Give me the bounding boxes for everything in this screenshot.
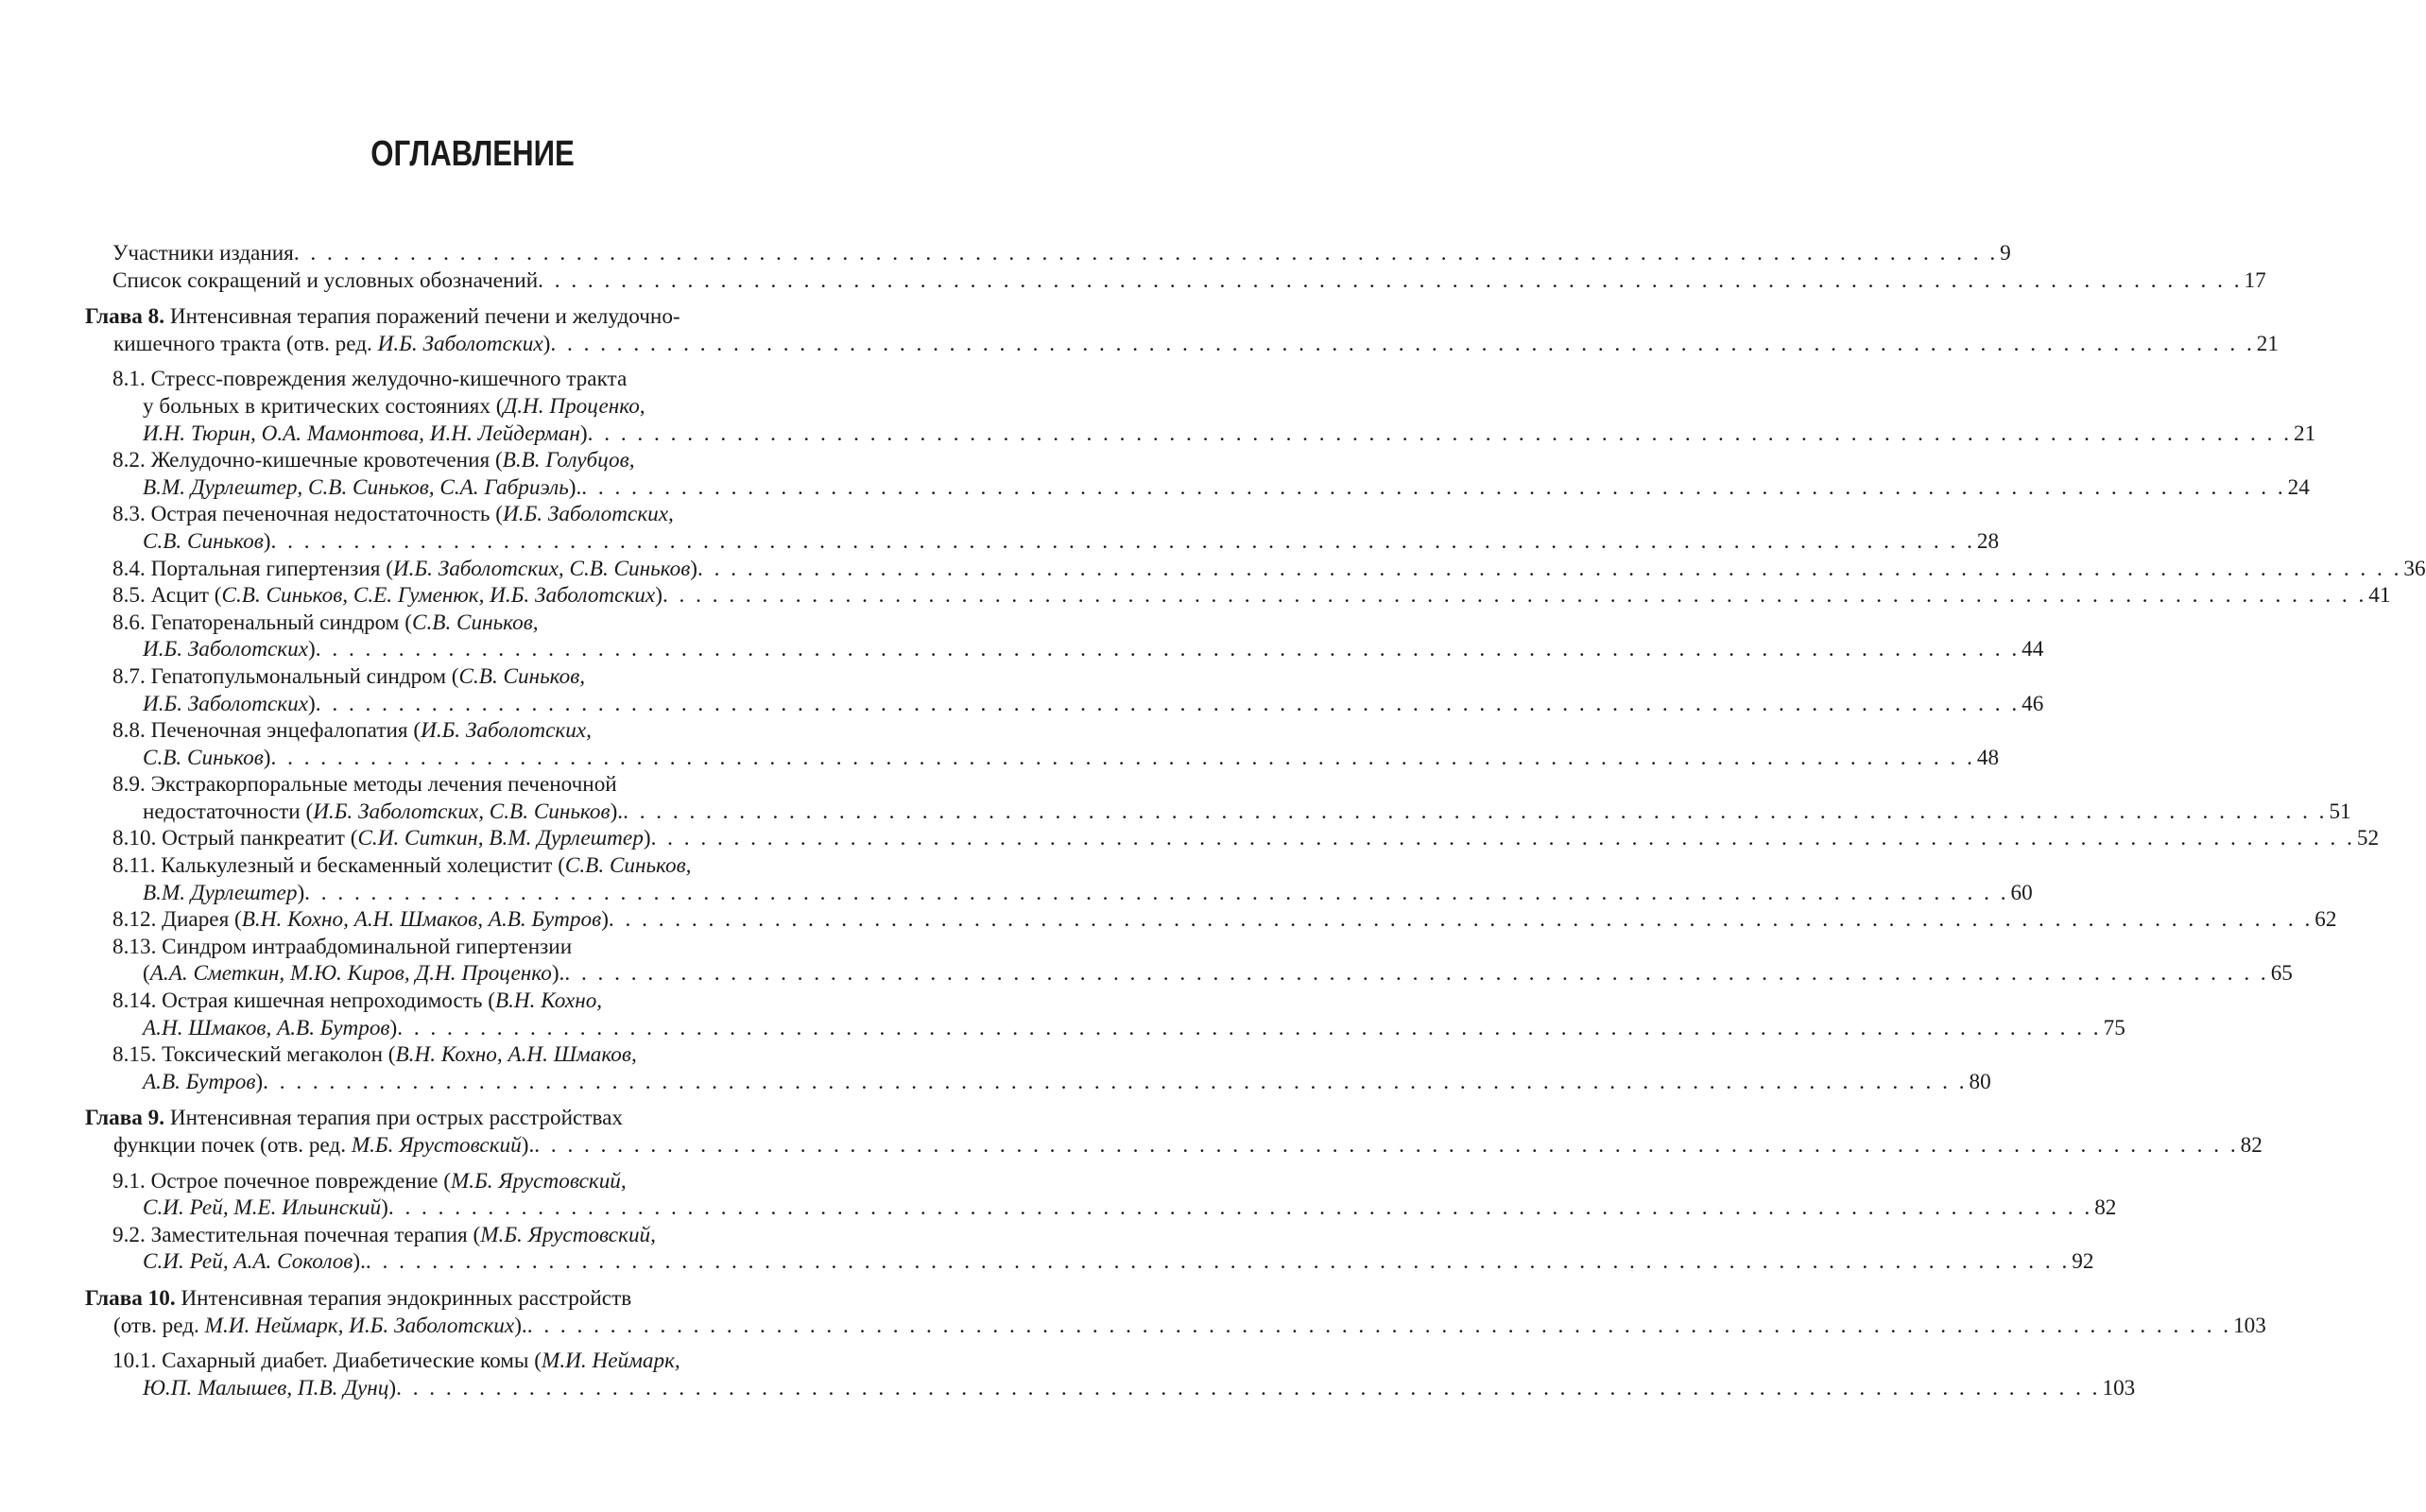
page-number: 52 bbox=[2356, 826, 2380, 851]
closing-paren: ). bbox=[514, 1313, 527, 1338]
chapter-title: Интенсивная терапия поражений печени и желудочно- bbox=[169, 304, 680, 330]
section-entry[interactable] bbox=[85, 1041, 1991, 1095]
section-title: 8.4. Портальная гипертензия ( bbox=[112, 556, 393, 581]
section-title-cont: недостаточности ( bbox=[143, 799, 314, 824]
leader-dots bbox=[397, 1016, 2101, 1040]
section-authors: И.Б. Заболотских bbox=[143, 691, 309, 716]
section-authors: И.Б. Заболотских, bbox=[503, 502, 674, 527]
section-entry[interactable] bbox=[85, 1222, 2094, 1276]
section-authors: С.В. Синьков, bbox=[564, 853, 692, 879]
closing-paren: ). bbox=[521, 1133, 535, 1158]
chapter-entry[interactable] bbox=[85, 1105, 2263, 1159]
chapter-editors: И.Б. Заболотских bbox=[377, 331, 543, 356]
chapter-title: Интенсивная терапия эндокринных расстройств bbox=[181, 1285, 632, 1311]
section-authors: С.В. Синьков, bbox=[458, 663, 586, 689]
section-authors: В.Н. Кохно, А.Н. Шмаков, bbox=[395, 1042, 637, 1068]
closing-paren: ) bbox=[263, 528, 271, 554]
section-title: 8.12. Диарея ( bbox=[112, 907, 242, 933]
leader-dots bbox=[294, 241, 1998, 266]
chapter-label: Глава 10. bbox=[85, 1285, 176, 1311]
page-number: 28 bbox=[1976, 528, 2000, 554]
section-authors: А.А. Сметкин, М.Ю. Киров, Д.Н. Проценко bbox=[149, 961, 552, 987]
closing-paren: ) bbox=[690, 556, 698, 581]
chapter-editors: М.Б. Ярустовский bbox=[351, 1133, 522, 1158]
toc-entry[interactable] bbox=[85, 240, 2011, 267]
leader-dots bbox=[534, 1133, 2238, 1158]
closing-paren: ) bbox=[542, 331, 551, 356]
closing-paren: ) bbox=[263, 745, 271, 770]
page-number: 48 bbox=[1976, 745, 2000, 770]
leader-dots bbox=[581, 475, 2285, 500]
page-title: ОГЛАВЛЕНИЕ bbox=[370, 134, 575, 174]
section-entry[interactable] bbox=[85, 1168, 2117, 1222]
page-number: 36 bbox=[2403, 556, 2426, 581]
section-authors: А.В. Бутров bbox=[143, 1069, 256, 1094]
section-title: 8.9. Экстракорпоральные методы лечения печеночной bbox=[112, 772, 617, 798]
section-entry[interactable] bbox=[85, 852, 2033, 906]
section-title: 8.13. Синдром интраабдоминальной гипертензии bbox=[112, 934, 573, 959]
section-entry[interactable] bbox=[85, 610, 2044, 663]
section-entry[interactable] bbox=[85, 582, 2391, 610]
section-entry[interactable] bbox=[85, 556, 2426, 583]
leader-dots bbox=[697, 557, 2401, 581]
section-authors: И.Б. Заболотских, С.В. Синьков bbox=[392, 556, 691, 581]
page-number: 24 bbox=[2287, 474, 2310, 500]
section-entry[interactable] bbox=[85, 447, 2310, 501]
section-entry[interactable] bbox=[85, 366, 2316, 447]
leader-dots bbox=[366, 1249, 2070, 1274]
closing-paren: ) bbox=[601, 907, 609, 933]
section-authors: И.Б. Заболотских bbox=[143, 637, 309, 662]
page-number: 103 bbox=[2102, 1375, 2136, 1400]
section-entry[interactable] bbox=[85, 501, 2000, 555]
closing-paren: ). bbox=[551, 961, 565, 987]
section-title: 8.7. Гепатопульмональный синдром ( bbox=[112, 663, 459, 689]
closing-paren: ) bbox=[643, 826, 651, 851]
section-authors: М.Б. Ярустовский, bbox=[450, 1168, 627, 1194]
page-number: 75 bbox=[2103, 1015, 2125, 1040]
section-authors: Д.Н. Проценко, bbox=[503, 393, 645, 419]
leader-dots bbox=[550, 332, 2254, 356]
section-title: 8.11. Калькулезный и бескаменный холецистит ( bbox=[112, 853, 565, 879]
section-authors: В.В. Голубцов, bbox=[502, 448, 635, 473]
chapter-editors: М.И. Неймарк, И.Б. Заболотских bbox=[204, 1313, 515, 1338]
section-title: 8.2. Желудочно-кишечные кровотечения ( bbox=[112, 448, 503, 473]
page-number: 17 bbox=[2244, 267, 2266, 293]
closing-paren: ). bbox=[610, 799, 624, 824]
section-authors: С.В. Синьков bbox=[143, 528, 264, 554]
section-title: 8.8. Печеночная энцефалопатия ( bbox=[112, 718, 422, 744]
section-title: 8.15. Токсический мегаколон ( bbox=[112, 1042, 396, 1068]
section-title: 8.6. Гепаторенальный синдром ( bbox=[112, 610, 413, 635]
section-authors: С.И. Рей, М.Е. Ильинский bbox=[143, 1195, 382, 1221]
section-title-cont: ( bbox=[143, 961, 150, 987]
page-number: 41 bbox=[2368, 583, 2391, 609]
leader-dots bbox=[651, 826, 2355, 850]
leader-dots bbox=[263, 1070, 1967, 1094]
section-authors: М.И. Неймарк, bbox=[542, 1349, 680, 1374]
leader-dots bbox=[304, 881, 2008, 905]
section-title-cont: у больных в критических состояниях ( bbox=[143, 393, 504, 419]
leader-dots bbox=[396, 1376, 2100, 1400]
section-title: 8.14. Острая кишечная непроходимость ( bbox=[112, 988, 495, 1014]
section-authors: С.И. Рей, А.А. Соколов bbox=[143, 1249, 353, 1275]
closing-paren: ) bbox=[308, 637, 316, 662]
section-entry[interactable] bbox=[85, 1348, 2136, 1401]
section-authors: И.Н. Тюрин, О.А. Мамонтова, И.Н. Лейдерман bbox=[143, 421, 580, 446]
page-number: 60 bbox=[2010, 880, 2033, 905]
section-title: 8.10. Острый панкреатит ( bbox=[112, 826, 358, 851]
section-entry[interactable] bbox=[85, 988, 2125, 1041]
section-entry[interactable] bbox=[85, 906, 2337, 934]
page-number: 21 bbox=[2256, 331, 2279, 356]
closing-paren: ) bbox=[255, 1069, 264, 1094]
chapter-entry[interactable] bbox=[85, 1285, 2266, 1339]
closing-paren: ) bbox=[579, 421, 588, 446]
leader-dots bbox=[271, 746, 1975, 770]
page-number: 92 bbox=[2072, 1249, 2094, 1275]
section-authors: С.В. Синьков, С.Е. Гуменюк, И.Б. Заболотских bbox=[221, 583, 656, 609]
entry-title: Список сокращений и условных обозначений bbox=[112, 267, 539, 293]
page-number: 21 bbox=[2293, 421, 2316, 446]
chapter-title-cont: функции почек (отв. ред. bbox=[113, 1133, 352, 1158]
chapter-title-cont: кишечного тракта (отв. ред. bbox=[113, 331, 378, 356]
page-number: 9 bbox=[2000, 241, 2011, 266]
section-title: 9.1. Острое почечное повреждение ( bbox=[112, 1168, 451, 1194]
section-entry[interactable] bbox=[85, 771, 2351, 825]
section-entry[interactable] bbox=[85, 663, 2044, 717]
leader-dots bbox=[538, 268, 2242, 293]
section-authors: С.В. Синьков bbox=[143, 745, 264, 770]
section-authors: И.Б. Заболотских, bbox=[421, 718, 592, 744]
page-number: 62 bbox=[2314, 907, 2337, 933]
section-title: 9.2. Заместительная почечная терапия ( bbox=[112, 1222, 481, 1247]
section-authors: Ю.П. Малышев, П.В. Дунц bbox=[143, 1375, 389, 1400]
page-number: 103 bbox=[2233, 1313, 2266, 1338]
closing-paren: ) bbox=[297, 880, 305, 905]
page-number: 82 bbox=[2240, 1133, 2263, 1158]
section-authors: И.Б. Заболотских, С.В. Синьков bbox=[313, 799, 611, 824]
chapter-label: Глава 8. bbox=[85, 304, 165, 330]
page-number: 82 bbox=[2094, 1195, 2117, 1221]
page-number: 80 bbox=[1969, 1069, 1991, 1094]
chapter-label: Глава 9. bbox=[85, 1106, 165, 1131]
leader-dots bbox=[316, 637, 2020, 662]
section-title: 8.3. Острая печеночная недостаточность ( bbox=[112, 502, 504, 527]
leader-dots bbox=[388, 1195, 2092, 1220]
leader-dots bbox=[527, 1314, 2231, 1338]
section-entry[interactable] bbox=[85, 825, 2380, 852]
section-title: 8.5. Асцит ( bbox=[112, 583, 222, 609]
closing-paren: ) bbox=[389, 1015, 398, 1040]
leader-dots bbox=[588, 421, 2292, 446]
page-number: 44 bbox=[2022, 637, 2044, 662]
toc-entry[interactable] bbox=[85, 267, 2266, 295]
closing-paren: ) bbox=[381, 1195, 388, 1221]
closing-paren: ) bbox=[308, 691, 316, 716]
closing-paren: ). bbox=[353, 1249, 366, 1275]
chapter-title-cont: (отв. ред. bbox=[113, 1313, 205, 1338]
page-number: 65 bbox=[2270, 961, 2293, 987]
section-authors: В.М. Дурлештер bbox=[143, 880, 298, 905]
section-authors: М.Б. Ярустовский, bbox=[480, 1222, 656, 1247]
section-authors: В.Н. Кохно, bbox=[494, 988, 603, 1014]
closing-paren: ). bbox=[568, 474, 582, 500]
closing-paren: ) bbox=[388, 1375, 397, 1400]
leader-dots bbox=[623, 799, 2327, 824]
section-authors: В.М. Дурлештер, С.В. Синьков, С.А. Габриэль bbox=[143, 474, 569, 500]
table-of-contents bbox=[85, 240, 2426, 1401]
page-number: 46 bbox=[2022, 691, 2044, 716]
section-authors: В.Н. Кохно, А.Н. Шмаков, А.В. Бутров bbox=[241, 907, 602, 933]
section-title: 10.1. Сахарный диабет. Диабетические комы ( bbox=[112, 1349, 542, 1374]
section-authors: С.И. Ситкин, В.М. Дурлештер bbox=[357, 826, 644, 851]
section-title: 8.1. Стресс-повреждения желудочно-кишечного тракта bbox=[112, 367, 628, 392]
leader-dots bbox=[662, 583, 2366, 608]
leader-dots bbox=[316, 692, 2020, 716]
leader-dots bbox=[564, 961, 2268, 986]
leader-dots bbox=[271, 529, 1975, 554]
section-entry[interactable] bbox=[85, 934, 2293, 988]
page-number: 51 bbox=[2329, 799, 2351, 824]
entry-title: Участники издания bbox=[112, 241, 294, 266]
chapter-entry[interactable] bbox=[85, 303, 2279, 357]
closing-paren: ) bbox=[655, 583, 662, 609]
leader-dots bbox=[609, 907, 2313, 932]
section-authors: А.Н. Шмаков, А.В. Бутров bbox=[143, 1015, 390, 1040]
section-entry[interactable] bbox=[85, 717, 2000, 771]
section-authors: С.В. Синьков, bbox=[412, 610, 539, 635]
chapter-title: Интенсивная терапия при острых расстройствах bbox=[169, 1106, 624, 1131]
